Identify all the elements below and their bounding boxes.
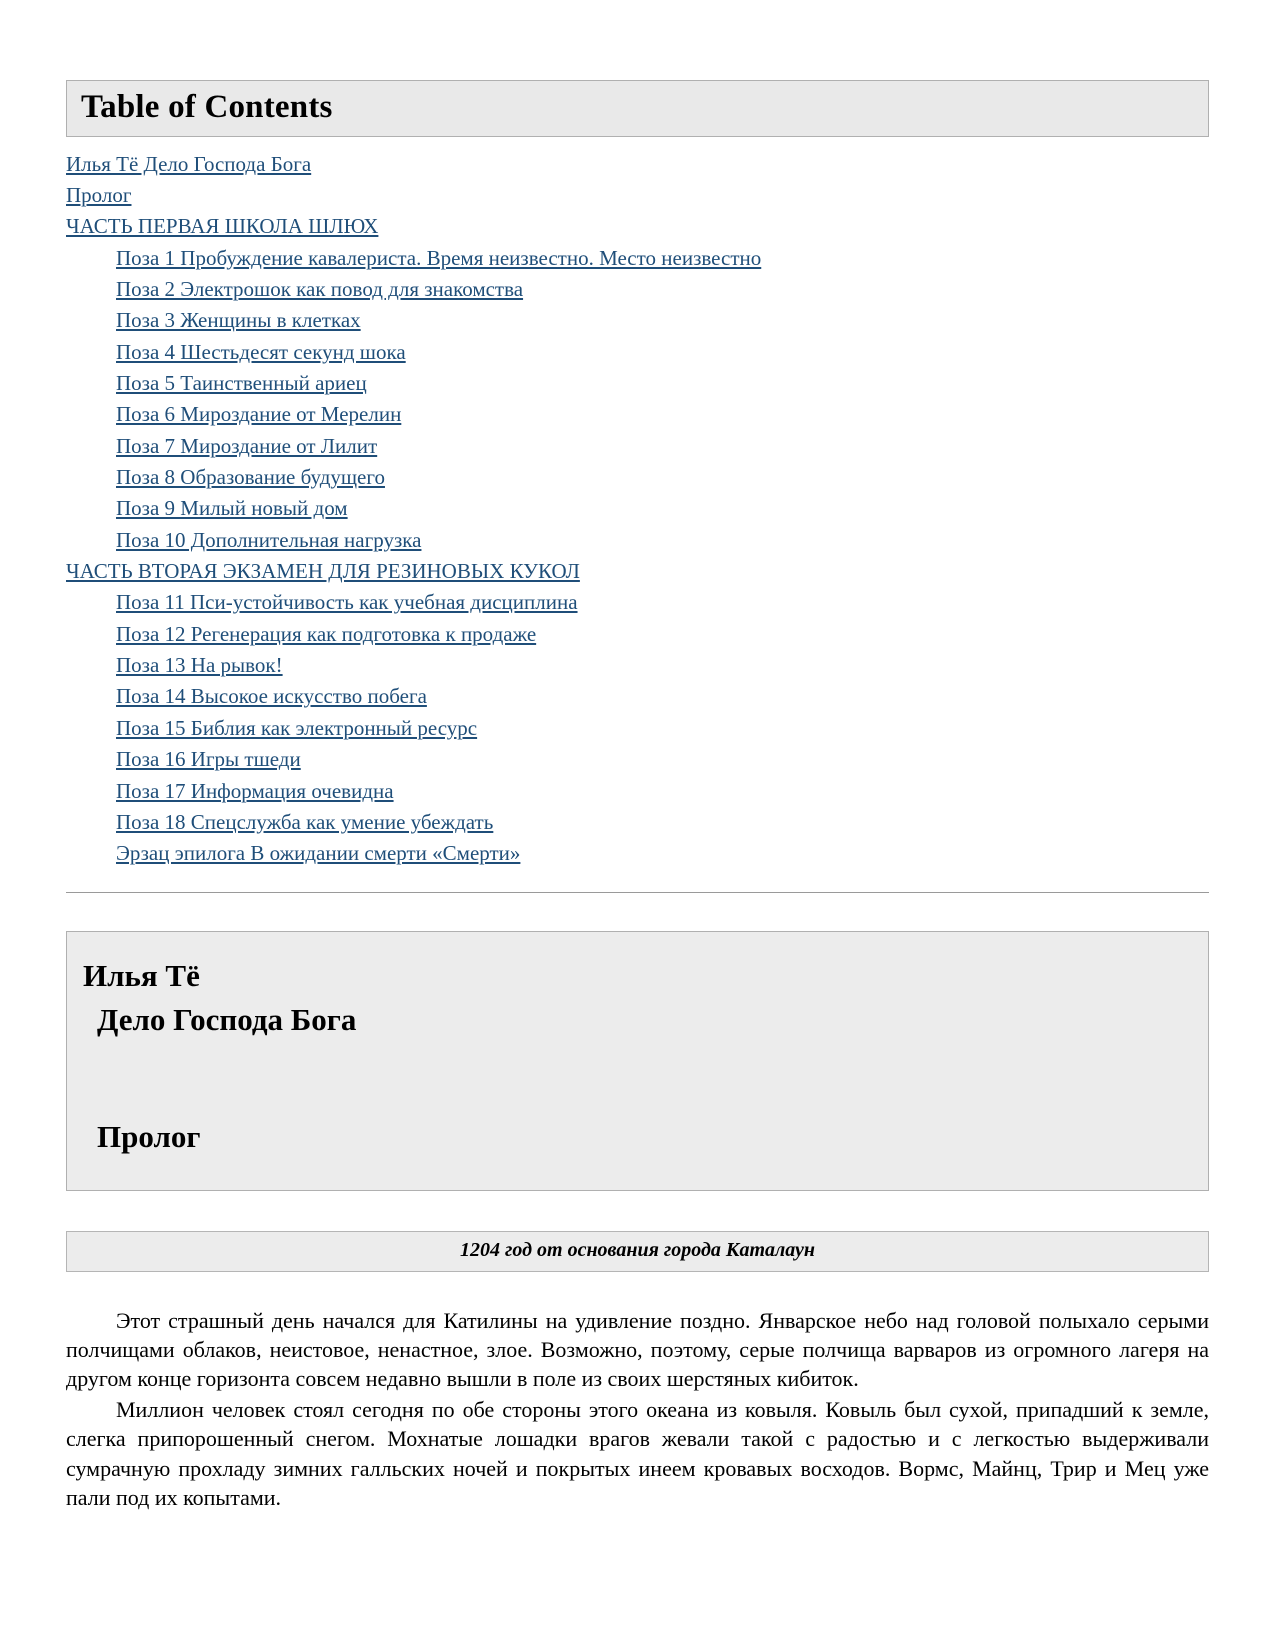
toc-entry[interactable]: Поза 18 Спецслужба как умение убеждать <box>116 809 494 834</box>
body-paragraph: Этот страшный день начался для Катилины на удивление поздно. Январское небо над головой полыхало серыми полчищами облаков, неистовое, ненастное, злое. Возможно, поэтому, серые полчища варваров из огромного лагеря на другом конце горизонта совсем недавно вышли в поле из своих шерстяных кибиток. <box>66 1308 1209 1392</box>
toc-entry[interactable]: ЧАСТЬ ВТОРАЯ ЭКЗАМЕН ДЛЯ РЕЗИНОВЫХ КУКОЛ <box>66 559 580 584</box>
book-author: Илья Тё <box>83 957 200 993</box>
toc-entry[interactable]: Поза 15 Библия как электронный ресурс <box>116 715 478 740</box>
toc-entry[interactable]: Поза 6 Мироздание от Мерелин <box>116 402 402 427</box>
toc-entry[interactable]: Поза 8 Образование будущего <box>116 465 385 490</box>
epigraph-bar: 1204 год от основания города Каталаун <box>66 1231 1209 1272</box>
book-part-heading: Пролог <box>97 1119 201 1155</box>
toc-entry[interactable]: Поза 3 Женщины в клетках <box>116 308 361 333</box>
toc-entry[interactable]: Пролог <box>66 182 132 207</box>
toc-entry[interactable]: Поза 11 Пси-устойчивость как учебная дисциплина <box>116 590 578 615</box>
toc-entry[interactable]: Поза 2 Электрошок как повод для знакомства <box>116 277 524 302</box>
toc-entry[interactable]: Поза 1 Пробуждение кавалериста. Время неизвестно. Место неизвестно <box>116 245 762 270</box>
toc-list <box>66 137 1209 880</box>
toc-entry[interactable]: Поза 4 Шестьдесят секунд шока <box>116 339 406 364</box>
toc-heading: Table of Contents <box>81 89 333 125</box>
toc-entry[interactable]: Поза 9 Милый новый дом <box>116 496 348 521</box>
toc-entry[interactable]: Поза 14 Высокое искусство побега <box>116 684 427 709</box>
toc-entry[interactable]: Поза 16 Игры тшеди <box>116 747 301 772</box>
toc-entry[interactable]: Поза 10 Дополнительная нагрузка <box>116 527 422 552</box>
toc-entry[interactable]: Поза 7 Мироздание от Лилит <box>116 433 378 458</box>
toc-divider <box>66 892 1209 893</box>
toc-entry[interactable]: Эрзац эпилога В ожидании смерти «Смерти» <box>116 841 521 866</box>
title-block <box>66 931 1209 1192</box>
body-paragraph: Миллион человек стоял сегодня по обе стороны этого океана из ковыля. Ковыль был сухой, припадший к земле, слегка припорошенный снегом. Мохнатые лошадки врагов жевали такой с радостью и с легкостью выдерживали сумрачную прохладу зимних галльских ночей и покрытых инеем кровавых восходов. Вормс, Майнц, Трир и Мец уже пали под их копытами. <box>66 1397 1209 1510</box>
toc-entry[interactable]: Поза 17 Информация очевидна <box>116 778 394 803</box>
toc-entry[interactable]: Илья Тё Дело Господа Бога <box>66 151 312 176</box>
toc-header <box>66 80 1209 137</box>
toc-entry[interactable]: Поза 5 Таинственный ариец <box>116 371 367 396</box>
toc-entry[interactable]: ЧАСТЬ ПЕРВАЯ ШКОЛА ШЛЮХ <box>66 214 379 239</box>
toc-entry[interactable]: Поза 13 На рывок! <box>116 653 283 678</box>
body-text <box>66 1306 1209 1511</box>
toc-entry[interactable]: Поза 12 Регенерация как подготовка к продаже <box>116 621 537 646</box>
book-title: Дело Господа Бога <box>97 1002 357 1038</box>
